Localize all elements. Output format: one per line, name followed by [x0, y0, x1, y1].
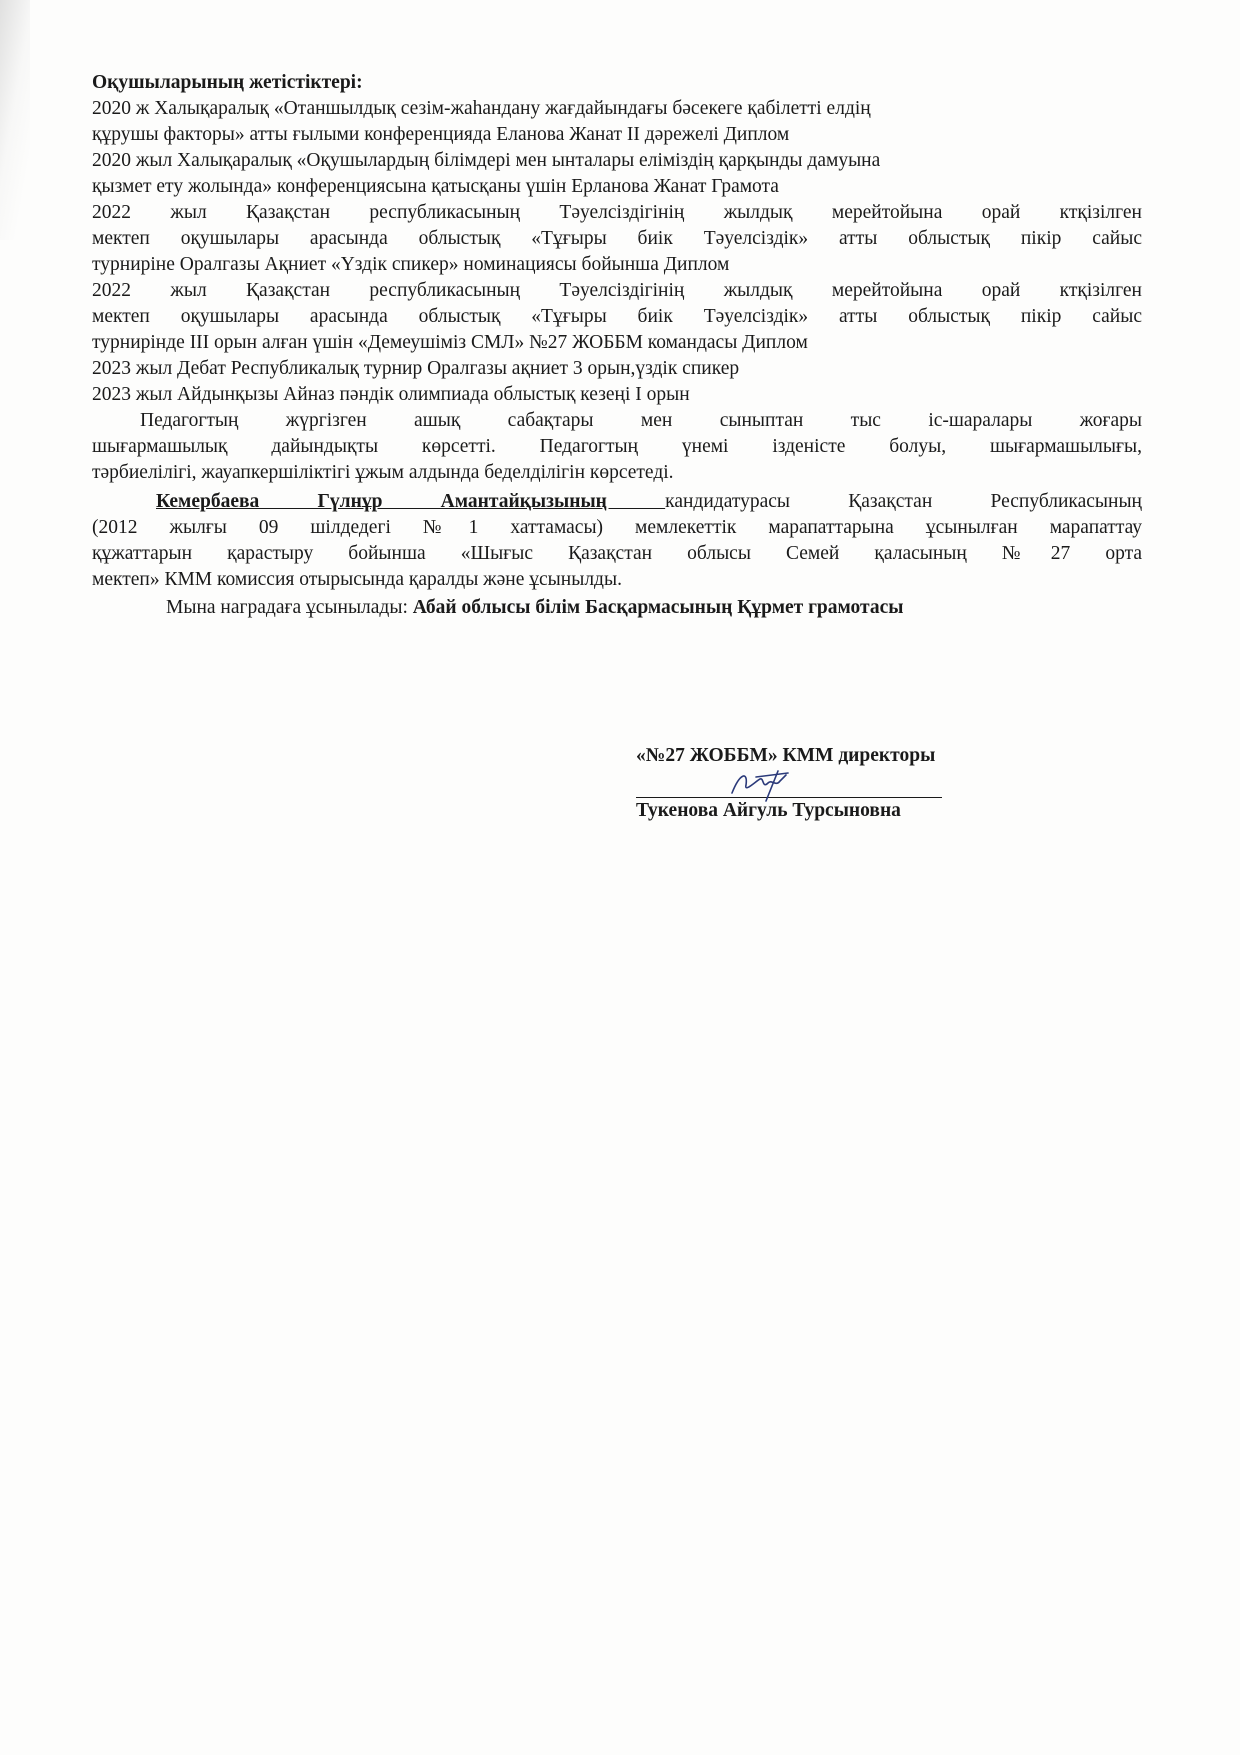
nomination-prefix: Мына наградаға ұсынылады: [166, 597, 413, 618]
achievement-line: 2023 жыл Дебат Республикалық турнир Оралгазы ақниет 3 орын,үздік спикер [92, 358, 740, 379]
achievement-line: 2020 ж Халықаралық «Отаншылдық сезім-жаһандану жағдайындағы бәсекеге қабілетті елдің [92, 98, 871, 119]
achievement-item [92, 148, 1142, 200]
candidate-line-rest: кандидатурасы Қазақстан Республикасының [665, 491, 1142, 512]
achievement-line: 2023 жыл Айдынқызы Айназ пәндік олимпиада облыстық кезеңі І орын [92, 384, 690, 405]
achievement-item [92, 278, 1142, 356]
document-body [92, 70, 1142, 621]
achievement-item [92, 382, 1142, 408]
paragraph-line: Педагогтың жүргізген ашық сабақтары мен сыныптан тыс іс-шаралары жоғары [140, 410, 1142, 431]
candidate-paragraph [92, 489, 1142, 593]
signature-line [636, 771, 942, 798]
nomination-line [92, 595, 1142, 621]
teacher-paragraph [92, 408, 1142, 486]
achievement-line: 2022 жыл Қазақстан республикасының Тәуелсіздігінің жылдық мерейтойына орай ктқізілген [92, 202, 1142, 223]
achievement-line: мектеп оқушылары арасында облыстық «Тұғыры биік Тәуелсіздік» атты облыстық пікір сайыс [92, 306, 1142, 327]
scan-shadow [0, 0, 30, 240]
signatory-name: Тукенова Айгуль Турсыновна [636, 800, 901, 821]
signatory-position: «№27 ЖОББМ» КММ директоры [636, 745, 936, 766]
achievement-line: 2020 жыл Халықаралық «Оқушылардың білімдері мен ынталары еліміздің қарқынды дамуына [92, 150, 881, 171]
achievement-line: құрушы факторы» атты ғылыми конференцияда Еланова Жанат II дәрежелі Диплом [92, 124, 790, 145]
paragraph-line: (2012 жылғы 09 шілдедегі №1 хаттамасы) мемлекеттік марапаттарына ұсынылған марапаттау [92, 517, 1142, 538]
paragraph-line: мектеп» КММ комиссия отырысында қаралды және ұсынылды. [92, 569, 622, 590]
paragraph-line [92, 489, 1142, 515]
signature-block [636, 743, 1056, 824]
achievement-line: 2022 жыл Қазақстан республикасының Тәуелсіздігінің жылдық мерейтойына орай ктқізілген [92, 280, 1142, 301]
handwritten-signature [726, 763, 806, 803]
achievement-line: қызмет ету жолында» конференциясына қатысқаны үшін Ерланова Жанат Грамота [92, 176, 779, 197]
achievement-item [92, 200, 1142, 278]
achievements-heading: Оқушыларының жетістіктері: [92, 72, 363, 93]
achievement-item [92, 96, 1142, 148]
paragraph-line: тәрбиелілігі, жауапкершіліктігі ұжым алдында беделділігін көрсетеді. [92, 462, 674, 483]
achievement-line: турнирінде III орын алған үшін «Демеушіміз СМЛ» №27 ЖОББМ командасы Диплом [92, 332, 808, 353]
candidate-name: Кемербаева Гүлнұр Амантайқызының [156, 491, 666, 512]
achievement-line: турниріне Оралгазы Ақниет «Үздік спикер» номинациясы бойынша Диплом [92, 254, 730, 275]
achievement-item [92, 356, 1142, 382]
paragraph-line: шығармашылық дайындықты көрсетті. Педагогтың үнемі ізденісте болуы, шығармашылығы, [92, 436, 1142, 457]
achievement-line: мектеп оқушылары арасында облыстық «Тұғыры биік Тәуелсіздік» атты облыстық пікір сайыс [92, 228, 1142, 249]
paragraph-line: құжаттарын қарастыру бойынша «Шығыс Қазақстан облысы Семей қаласының №27 орта [92, 543, 1142, 564]
award-name: Абай облысы білім Басқармасының Құрмет грамотасы [412, 597, 904, 618]
